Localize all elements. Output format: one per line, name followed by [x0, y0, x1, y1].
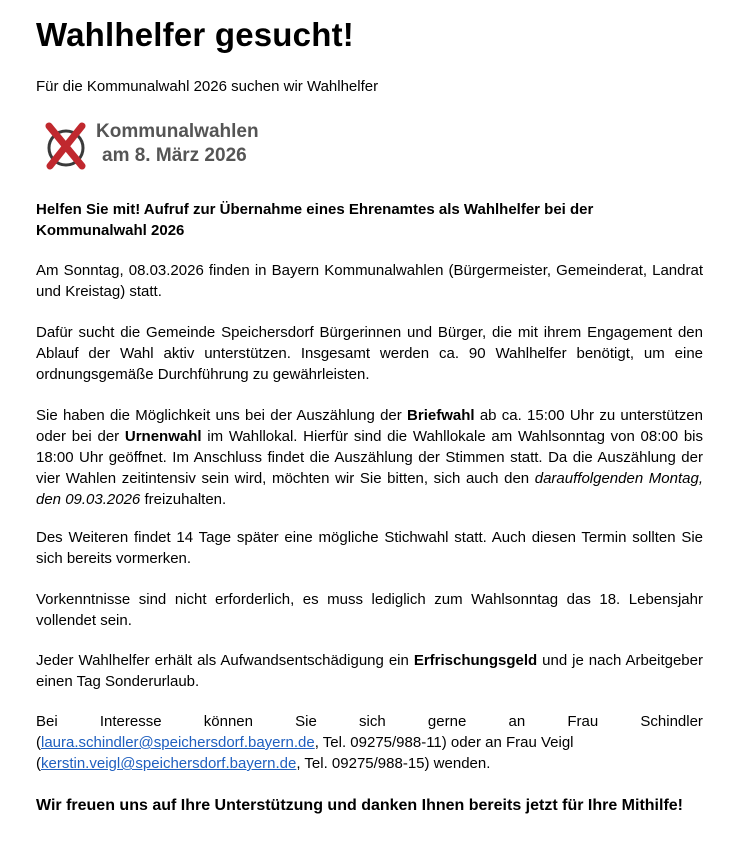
monday-date: darauffolgenden Montag, den 09.03.2026 [36, 470, 703, 508]
logo-line-2: am 8. März 2026 [102, 145, 247, 166]
email-link-schindler[interactable]: laura.schindler@speichersdorf.bayern.de [41, 734, 315, 751]
paragraph-compensation: Jeder Wahlhelfer erhält als Aufwandsentschädigung ein Erfrischungsgeld und je nach Arbeitgeber einen Tag Sonderurlaub. [36, 652, 703, 690]
election-logo [44, 118, 294, 172]
contact-line-2: (laura.schindler@speichersdorf.bayern.de, Tel. 09275/988-11) oder an Frau Veigl [36, 734, 574, 751]
ballot-cross-icon [44, 118, 90, 170]
paragraph-counting-details: Sie haben die Möglichkeit uns bei der Auszählung der Briefwahl ab ca. 15:00 Uhr zu unterstützen oder bei der Urnenwahl im Wahllokal. Hierfür sind die Wahllokale am Wahlsonntag von 08:00 bis 18:00 Uhr geöffnet. Im Anschluss findet die Auszählung der Stimmen statt. Da die Auszählung der vier Wahlen zeitintensiv sein wird, möchten wir Sie bitten, sich auch den darauffolgenden Montag, den 09.03.2026 freizuhalten. [36, 407, 703, 508]
email-link-veigl[interactable]: kerstin.veigl@speichersdorf.bayern.de [41, 755, 297, 772]
paragraph-requirements: Vorkenntnisse sind nicht erforderlich, es muss lediglich zum Wahlsonntag das 18. Lebensjahr vollendet sein. [36, 591, 703, 629]
paragraph-contact [36, 711, 703, 774]
paragraph-runoff: Des Weiteren findet 14 Tage später eine mögliche Stichwahl statt. Auch diesen Termin sollten Sie sich bereits vormerken. [36, 529, 703, 567]
logo-text [96, 120, 259, 168]
paragraph-call-for-helpers: Dafür sucht die Gemeinde Speichersdorf Bürgerinnen und Bürger, die mit ihrem Engagement den Ablauf der Wahl aktiv unterstützen. Insgesamt werden ca. 90 Wahlhelfer benötigt, um eine ordnungsgemäße Durchführung zu gewährleisten. [36, 324, 703, 383]
contact-line-1: Bei Interesse können Sie sich gerne an Frau Schindler [36, 713, 703, 730]
page-title: Wahlhelfer gesucht! [36, 16, 354, 53]
logo-line-1: Kommunalwahlen [96, 121, 259, 142]
intro-text: Für die Kommunalwahl 2026 suchen wir Wahlhelfer [36, 78, 379, 95]
closing-text: Wir freuen uns auf Ihre Unterstützung und danken Ihnen bereits jetzt für Ihre Mithilfe! [36, 797, 683, 814]
term-briefwahl: Briefwahl [407, 407, 475, 424]
section-heading: Helfen Sie mit! Aufruf zur Übernahme eines Ehrenamtes als Wahlhelfer bei der Kommunalwahl 2026 [36, 201, 594, 239]
paragraph-election-date: Am Sonntag, 08.03.2026 finden in Bayern Kommunalwahlen (Bürgermeister, Gemeinderat, Landrat und Kreistag) statt. [36, 262, 703, 300]
term-urnenwahl: Urnenwahl [124, 428, 202, 445]
term-erfrischungsgeld: Erfrischungsgeld [413, 652, 538, 669]
contact-line-3: (kerstin.veigl@speichersdorf.bayern.de, Tel. 09275/988-15) wenden. [36, 755, 491, 772]
